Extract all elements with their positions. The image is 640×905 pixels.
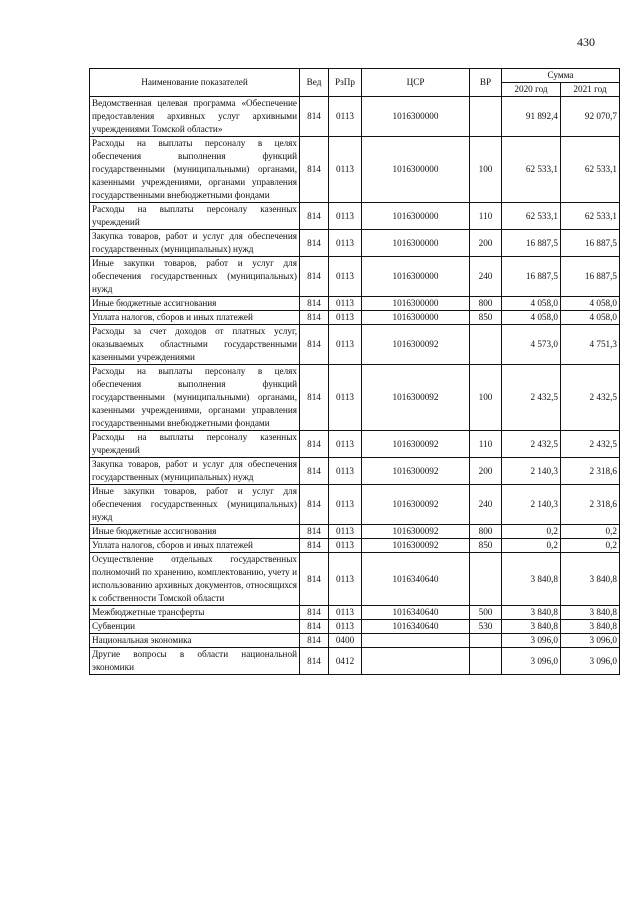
cell-csr: 1016300092 <box>362 431 470 458</box>
table-row <box>90 311 620 325</box>
cell-y2020: 2 140,3 <box>502 458 561 485</box>
cell-rzpr: 0113 <box>329 539 362 553</box>
table-row <box>90 431 620 458</box>
cell-name: Иные бюджетные ассигнования <box>90 297 300 311</box>
cell-csr: 1016300000 <box>362 230 470 257</box>
cell-ved: 814 <box>300 553 329 606</box>
cell-name: Расходы на выплаты персоналу в целях обеспечения выполнения функций государственными (муниципальными) органами, казенными учреждениями, органами управления государственными внебюджетными фондами <box>90 365 300 431</box>
cell-ved: 814 <box>300 525 329 539</box>
cell-y2021: 4 058,0 <box>561 297 620 311</box>
cell-y2020: 3 840,8 <box>502 553 561 606</box>
cell-csr <box>362 648 470 675</box>
cell-y2020: 3 840,8 <box>502 620 561 634</box>
cell-vr <box>470 325 502 365</box>
cell-y2021: 16 887,5 <box>561 230 620 257</box>
budget-table <box>89 68 620 675</box>
cell-rzpr: 0113 <box>329 257 362 297</box>
cell-name: Закупка товаров, работ и услуг для обеспечения государственных (муниципальных) нужд <box>90 230 300 257</box>
cell-ved: 814 <box>300 634 329 648</box>
cell-y2021: 16 887,5 <box>561 257 620 297</box>
table-row <box>90 553 620 606</box>
header-rzpr: РзПр <box>329 69 362 97</box>
cell-y2021: 4 058,0 <box>561 311 620 325</box>
cell-name: Иные бюджетные ассигнования <box>90 525 300 539</box>
cell-name: Расходы за счет доходов от платных услуг, оказываемых областными государственными казенными учреждениями <box>90 325 300 365</box>
cell-rzpr: 0113 <box>329 137 362 203</box>
cell-rzpr: 0113 <box>329 203 362 230</box>
cell-vr: 110 <box>470 203 502 230</box>
table-row <box>90 458 620 485</box>
cell-rzpr: 0400 <box>329 634 362 648</box>
cell-y2021: 3 840,8 <box>561 606 620 620</box>
cell-vr <box>470 634 502 648</box>
cell-csr: 1016300092 <box>362 458 470 485</box>
cell-ved: 814 <box>300 97 329 137</box>
cell-rzpr: 0113 <box>329 525 362 539</box>
cell-ved: 814 <box>300 648 329 675</box>
cell-vr: 100 <box>470 137 502 203</box>
cell-csr: 1016340640 <box>362 606 470 620</box>
cell-name: Уплата налогов, сборов и иных платежей <box>90 539 300 553</box>
cell-y2021: 4 751,3 <box>561 325 620 365</box>
cell-y2020: 0,2 <box>502 525 561 539</box>
cell-name: Межбюджетные трансферты <box>90 606 300 620</box>
cell-y2021: 2 432,5 <box>561 431 620 458</box>
table-row <box>90 606 620 620</box>
cell-name: Иные закупки товаров, работ и услуг для обеспечения государственных (муниципальных) нужд <box>90 485 300 525</box>
cell-y2020: 2 140,3 <box>502 485 561 525</box>
cell-y2021: 62 533,1 <box>561 203 620 230</box>
cell-y2020: 4 058,0 <box>502 311 561 325</box>
cell-ved: 814 <box>300 311 329 325</box>
cell-vr: 800 <box>470 297 502 311</box>
cell-csr: 1016300000 <box>362 137 470 203</box>
cell-y2021: 3 096,0 <box>561 648 620 675</box>
cell-rzpr: 0113 <box>329 325 362 365</box>
cell-y2020: 3 840,8 <box>502 606 561 620</box>
header-csr: ЦСР <box>362 69 470 97</box>
cell-y2020: 16 887,5 <box>502 230 561 257</box>
cell-rzpr: 0113 <box>329 230 362 257</box>
cell-csr: 1016300092 <box>362 485 470 525</box>
cell-name: Иные закупки товаров, работ и услуг для обеспечения государственных (муниципальных) нужд <box>90 257 300 297</box>
table-row <box>90 230 620 257</box>
table-row <box>90 97 620 137</box>
cell-csr: 1016300092 <box>362 539 470 553</box>
page-number: 430 <box>577 35 595 49</box>
cell-rzpr: 0113 <box>329 431 362 458</box>
cell-vr <box>470 97 502 137</box>
header-name: Наименование показателей <box>90 69 300 97</box>
table-row <box>90 485 620 525</box>
cell-ved: 814 <box>300 203 329 230</box>
cell-y2020: 0,2 <box>502 539 561 553</box>
cell-y2020: 16 887,5 <box>502 257 561 297</box>
cell-csr: 1016300000 <box>362 203 470 230</box>
cell-ved: 814 <box>300 137 329 203</box>
cell-csr <box>362 634 470 648</box>
header-2021: 2021 год <box>561 83 620 97</box>
table-row <box>90 648 620 675</box>
cell-name: Ведомственная целевая программа «Обеспечение предоставления архивных услуг архивными учреждениями Томской области» <box>90 97 300 137</box>
cell-name: Осуществление отдельных государственных полномочий по хранению, комплектованию, учету и использованию архивных документов, относящихся к собственности Томской области <box>90 553 300 606</box>
table-row <box>90 203 620 230</box>
cell-y2020: 62 533,1 <box>502 203 561 230</box>
cell-csr: 1016300092 <box>362 325 470 365</box>
cell-y2021: 2 318,6 <box>561 485 620 525</box>
cell-y2020: 62 533,1 <box>502 137 561 203</box>
table-row <box>90 365 620 431</box>
cell-rzpr: 0113 <box>329 97 362 137</box>
cell-y2020: 3 096,0 <box>502 648 561 675</box>
cell-name: Закупка товаров, работ и услуг для обеспечения государственных (муниципальных) нужд <box>90 458 300 485</box>
cell-rzpr: 0113 <box>329 297 362 311</box>
cell-ved: 814 <box>300 325 329 365</box>
cell-y2020: 4 573,0 <box>502 325 561 365</box>
cell-y2020: 2 432,5 <box>502 365 561 431</box>
cell-rzpr: 0113 <box>329 620 362 634</box>
cell-rzpr: 0113 <box>329 606 362 620</box>
table-row <box>90 620 620 634</box>
cell-vr: 240 <box>470 485 502 525</box>
cell-vr: 850 <box>470 311 502 325</box>
cell-vr <box>470 648 502 675</box>
cell-csr: 1016340640 <box>362 553 470 606</box>
table-row <box>90 257 620 297</box>
cell-ved: 814 <box>300 606 329 620</box>
cell-csr: 1016300092 <box>362 525 470 539</box>
table-row <box>90 297 620 311</box>
cell-ved: 814 <box>300 431 329 458</box>
cell-rzpr: 0113 <box>329 553 362 606</box>
cell-y2021: 92 070,7 <box>561 97 620 137</box>
cell-csr: 1016340640 <box>362 620 470 634</box>
cell-vr: 500 <box>470 606 502 620</box>
cell-csr: 1016300000 <box>362 97 470 137</box>
table-body <box>90 97 620 675</box>
cell-name: Национальная экономика <box>90 634 300 648</box>
cell-ved: 814 <box>300 458 329 485</box>
cell-y2021: 0,2 <box>561 525 620 539</box>
table-row <box>90 325 620 365</box>
cell-rzpr: 0113 <box>329 485 362 525</box>
cell-ved: 814 <box>300 230 329 257</box>
cell-ved: 814 <box>300 365 329 431</box>
header-2020: 2020 год <box>502 83 561 97</box>
header-sum: Сумма <box>502 69 620 83</box>
cell-vr: 800 <box>470 525 502 539</box>
cell-name: Расходы на выплаты персоналу в целях обеспечения выполнения функций государственными (муниципальными) органами, казенными учреждениями, органами управления государственными внебюджетными фондами <box>90 137 300 203</box>
cell-vr: 240 <box>470 257 502 297</box>
cell-y2021: 3 840,8 <box>561 553 620 606</box>
cell-vr: 110 <box>470 431 502 458</box>
cell-vr: 200 <box>470 230 502 257</box>
cell-vr: 200 <box>470 458 502 485</box>
cell-vr: 100 <box>470 365 502 431</box>
cell-y2021: 2 432,5 <box>561 365 620 431</box>
table-row <box>90 634 620 648</box>
cell-vr <box>470 553 502 606</box>
table-row <box>90 525 620 539</box>
cell-y2020: 2 432,5 <box>502 431 561 458</box>
cell-name: Расходы на выплаты персоналу казенных учреждений <box>90 203 300 230</box>
header-ved: Вед <box>300 69 329 97</box>
cell-y2021: 3 840,8 <box>561 620 620 634</box>
cell-vr: 530 <box>470 620 502 634</box>
cell-ved: 814 <box>300 620 329 634</box>
cell-y2020: 91 892,4 <box>502 97 561 137</box>
cell-csr: 1016300000 <box>362 297 470 311</box>
table-row <box>90 137 620 203</box>
cell-rzpr: 0412 <box>329 648 362 675</box>
cell-name: Субвенции <box>90 620 300 634</box>
cell-y2020: 3 096,0 <box>502 634 561 648</box>
cell-csr: 1016300092 <box>362 365 470 431</box>
cell-rzpr: 0113 <box>329 365 362 431</box>
cell-csr: 1016300000 <box>362 257 470 297</box>
cell-name: Другие вопросы в области национальной экономики <box>90 648 300 675</box>
cell-ved: 814 <box>300 297 329 311</box>
cell-rzpr: 0113 <box>329 311 362 325</box>
cell-y2021: 2 318,6 <box>561 458 620 485</box>
header-vr: ВР <box>470 69 502 97</box>
cell-y2021: 0,2 <box>561 539 620 553</box>
cell-csr: 1016300000 <box>362 311 470 325</box>
cell-name: Уплата налогов, сборов и иных платежей <box>90 311 300 325</box>
table-row <box>90 539 620 553</box>
cell-y2021: 62 533,1 <box>561 137 620 203</box>
cell-y2020: 4 058,0 <box>502 297 561 311</box>
cell-vr: 850 <box>470 539 502 553</box>
cell-rzpr: 0113 <box>329 458 362 485</box>
cell-ved: 814 <box>300 257 329 297</box>
cell-y2021: 3 096,0 <box>561 634 620 648</box>
cell-ved: 814 <box>300 539 329 553</box>
cell-ved: 814 <box>300 485 329 525</box>
cell-name: Расходы на выплаты персоналу казенных учреждений <box>90 431 300 458</box>
